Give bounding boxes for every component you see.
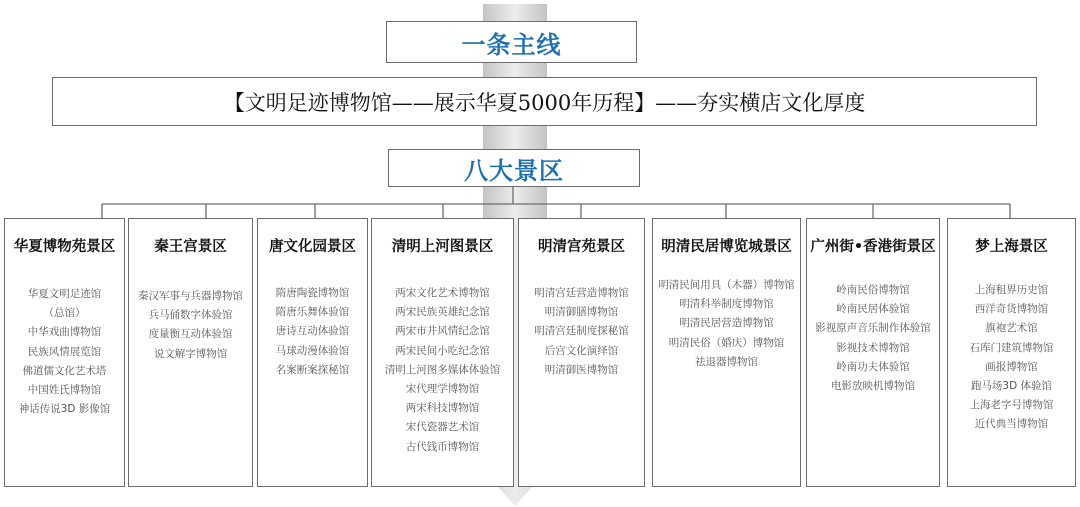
- zone-mingqing-palace: [518, 218, 645, 487]
- list-item: 上海租界历史馆: [974, 284, 1049, 296]
- list-item: 明清民居营造博物馆: [679, 317, 774, 330]
- banner-statement: 【文明足迹博物馆——展示华夏5000年历程】——夯实横店文化厚度: [52, 77, 1037, 126]
- zone-title: 唐文化园景区: [269, 239, 356, 255]
- zone-title: 广州街•香港街景区: [810, 239, 936, 255]
- list-item: 明清民俗（婚庆）博物馆: [668, 336, 785, 349]
- list-item: 宋代理学博物馆: [405, 383, 480, 396]
- list-item: （总馆）: [43, 307, 86, 320]
- zone-list: [948, 281, 1075, 435]
- zone-qinwang: [128, 218, 253, 487]
- list-item: 秦汉军事与兵器博物馆: [138, 290, 243, 302]
- zone-title: 明清宫苑景区: [538, 239, 625, 255]
- zone-list: [129, 287, 252, 364]
- list-item: 电影放映机博物馆: [831, 380, 915, 393]
- zone-list: [5, 285, 124, 419]
- list-item: 上海老字号博物馆: [969, 399, 1054, 412]
- list-item: 隋唐乐舞体验馆: [275, 306, 350, 319]
- list-item: 岭南功夫体验馆: [836, 360, 910, 373]
- list-item: 两宋民间小吃纪念馆: [395, 344, 490, 357]
- zone-shanghai: [947, 218, 1076, 487]
- zone-list: [372, 284, 513, 457]
- list-item: 影视技术博物馆: [836, 341, 910, 354]
- list-item: 近代典当博物馆: [974, 418, 1049, 431]
- zone-tang: [257, 218, 368, 487]
- list-item: 古代钱币博物馆: [405, 440, 480, 453]
- list-item: 两宋市井风情纪念馆: [395, 325, 490, 338]
- list-item: 明清科举制度博物馆: [679, 298, 774, 311]
- list-item: 西洋奇货博物馆: [974, 303, 1049, 316]
- list-item: 中华戏曲博物馆: [27, 326, 102, 339]
- list-item: 跑马场3D 体验馆: [970, 380, 1053, 393]
- zone-title: 明清民居博览城景区: [661, 239, 792, 255]
- zone-guangzhou-hongkong: [806, 218, 940, 487]
- list-item: 两宋文化艺术博物馆: [395, 287, 490, 299]
- list-item: 两宋民族英雄纪念馆: [395, 306, 490, 319]
- list-item: 明清宫廷制度探秘馆: [534, 325, 629, 338]
- zone-qingming: [371, 218, 514, 487]
- list-item: 宋代瓷器艺术馆: [405, 421, 480, 434]
- list-item: 明清宫廷营造博物馆: [534, 287, 629, 299]
- list-item: 后宫文化演绎馆: [544, 344, 619, 357]
- list-item: 民族风情展览馆: [27, 345, 102, 358]
- list-item: 岭南民居体验馆: [836, 303, 910, 316]
- list-item: 佛道儒文化艺术塔: [22, 364, 107, 377]
- list-item: 名案断案探秘馆: [275, 363, 350, 376]
- list-item: 明清民间用具（木器）博物馆: [658, 279, 795, 291]
- zone-list: [653, 276, 800, 372]
- list-item: 明清御医博物馆: [544, 363, 619, 376]
- zone-list: [519, 284, 644, 380]
- list-item: 岭南民俗博物馆: [836, 284, 910, 296]
- list-item: 两宋科技博物馆: [405, 402, 480, 415]
- zone-title: 秦王宫景区: [154, 239, 227, 255]
- list-item: 清明上河图多媒体体验馆: [384, 363, 501, 376]
- zone-list: [258, 284, 367, 380]
- zone-title: 华夏博物苑景区: [13, 239, 116, 255]
- list-item: 影视原声音乐制作体验馆: [815, 322, 931, 335]
- zone-mingqing-residence: [652, 218, 801, 487]
- eight-zones-title: 八大景区: [388, 149, 640, 187]
- list-item: 明清御膳博物馆: [544, 306, 619, 319]
- list-item: 神话传说3D 影像馆: [18, 403, 111, 416]
- list-item: 石库门建筑博物馆: [969, 341, 1054, 354]
- main-line-title: 一条主线: [386, 21, 637, 63]
- list-item: 说文解字博物馆: [153, 347, 228, 360]
- zone-list: [807, 281, 939, 396]
- list-item: 华夏文明足迹馆: [27, 288, 102, 300]
- list-item: 隋唐陶瓷博物馆: [275, 287, 350, 299]
- zone-title: 清明上河图景区: [391, 239, 494, 255]
- zone-title: 梦上海景区: [975, 239, 1048, 255]
- zone-huaxia: [4, 218, 125, 487]
- list-item: 中国姓氏博物馆: [27, 384, 102, 397]
- list-item: 旗袍艺术馆: [985, 322, 1038, 335]
- list-item: 唐诗互动体验馆: [275, 325, 350, 338]
- list-item: 马球动漫体验馆: [275, 344, 350, 357]
- list-item: 祛退器博物馆: [695, 355, 758, 368]
- list-item: 兵马俑数字体验馆: [148, 309, 233, 322]
- list-item: 度量衡互动体验馆: [148, 328, 233, 341]
- list-item: 画报博物馆: [985, 360, 1038, 373]
